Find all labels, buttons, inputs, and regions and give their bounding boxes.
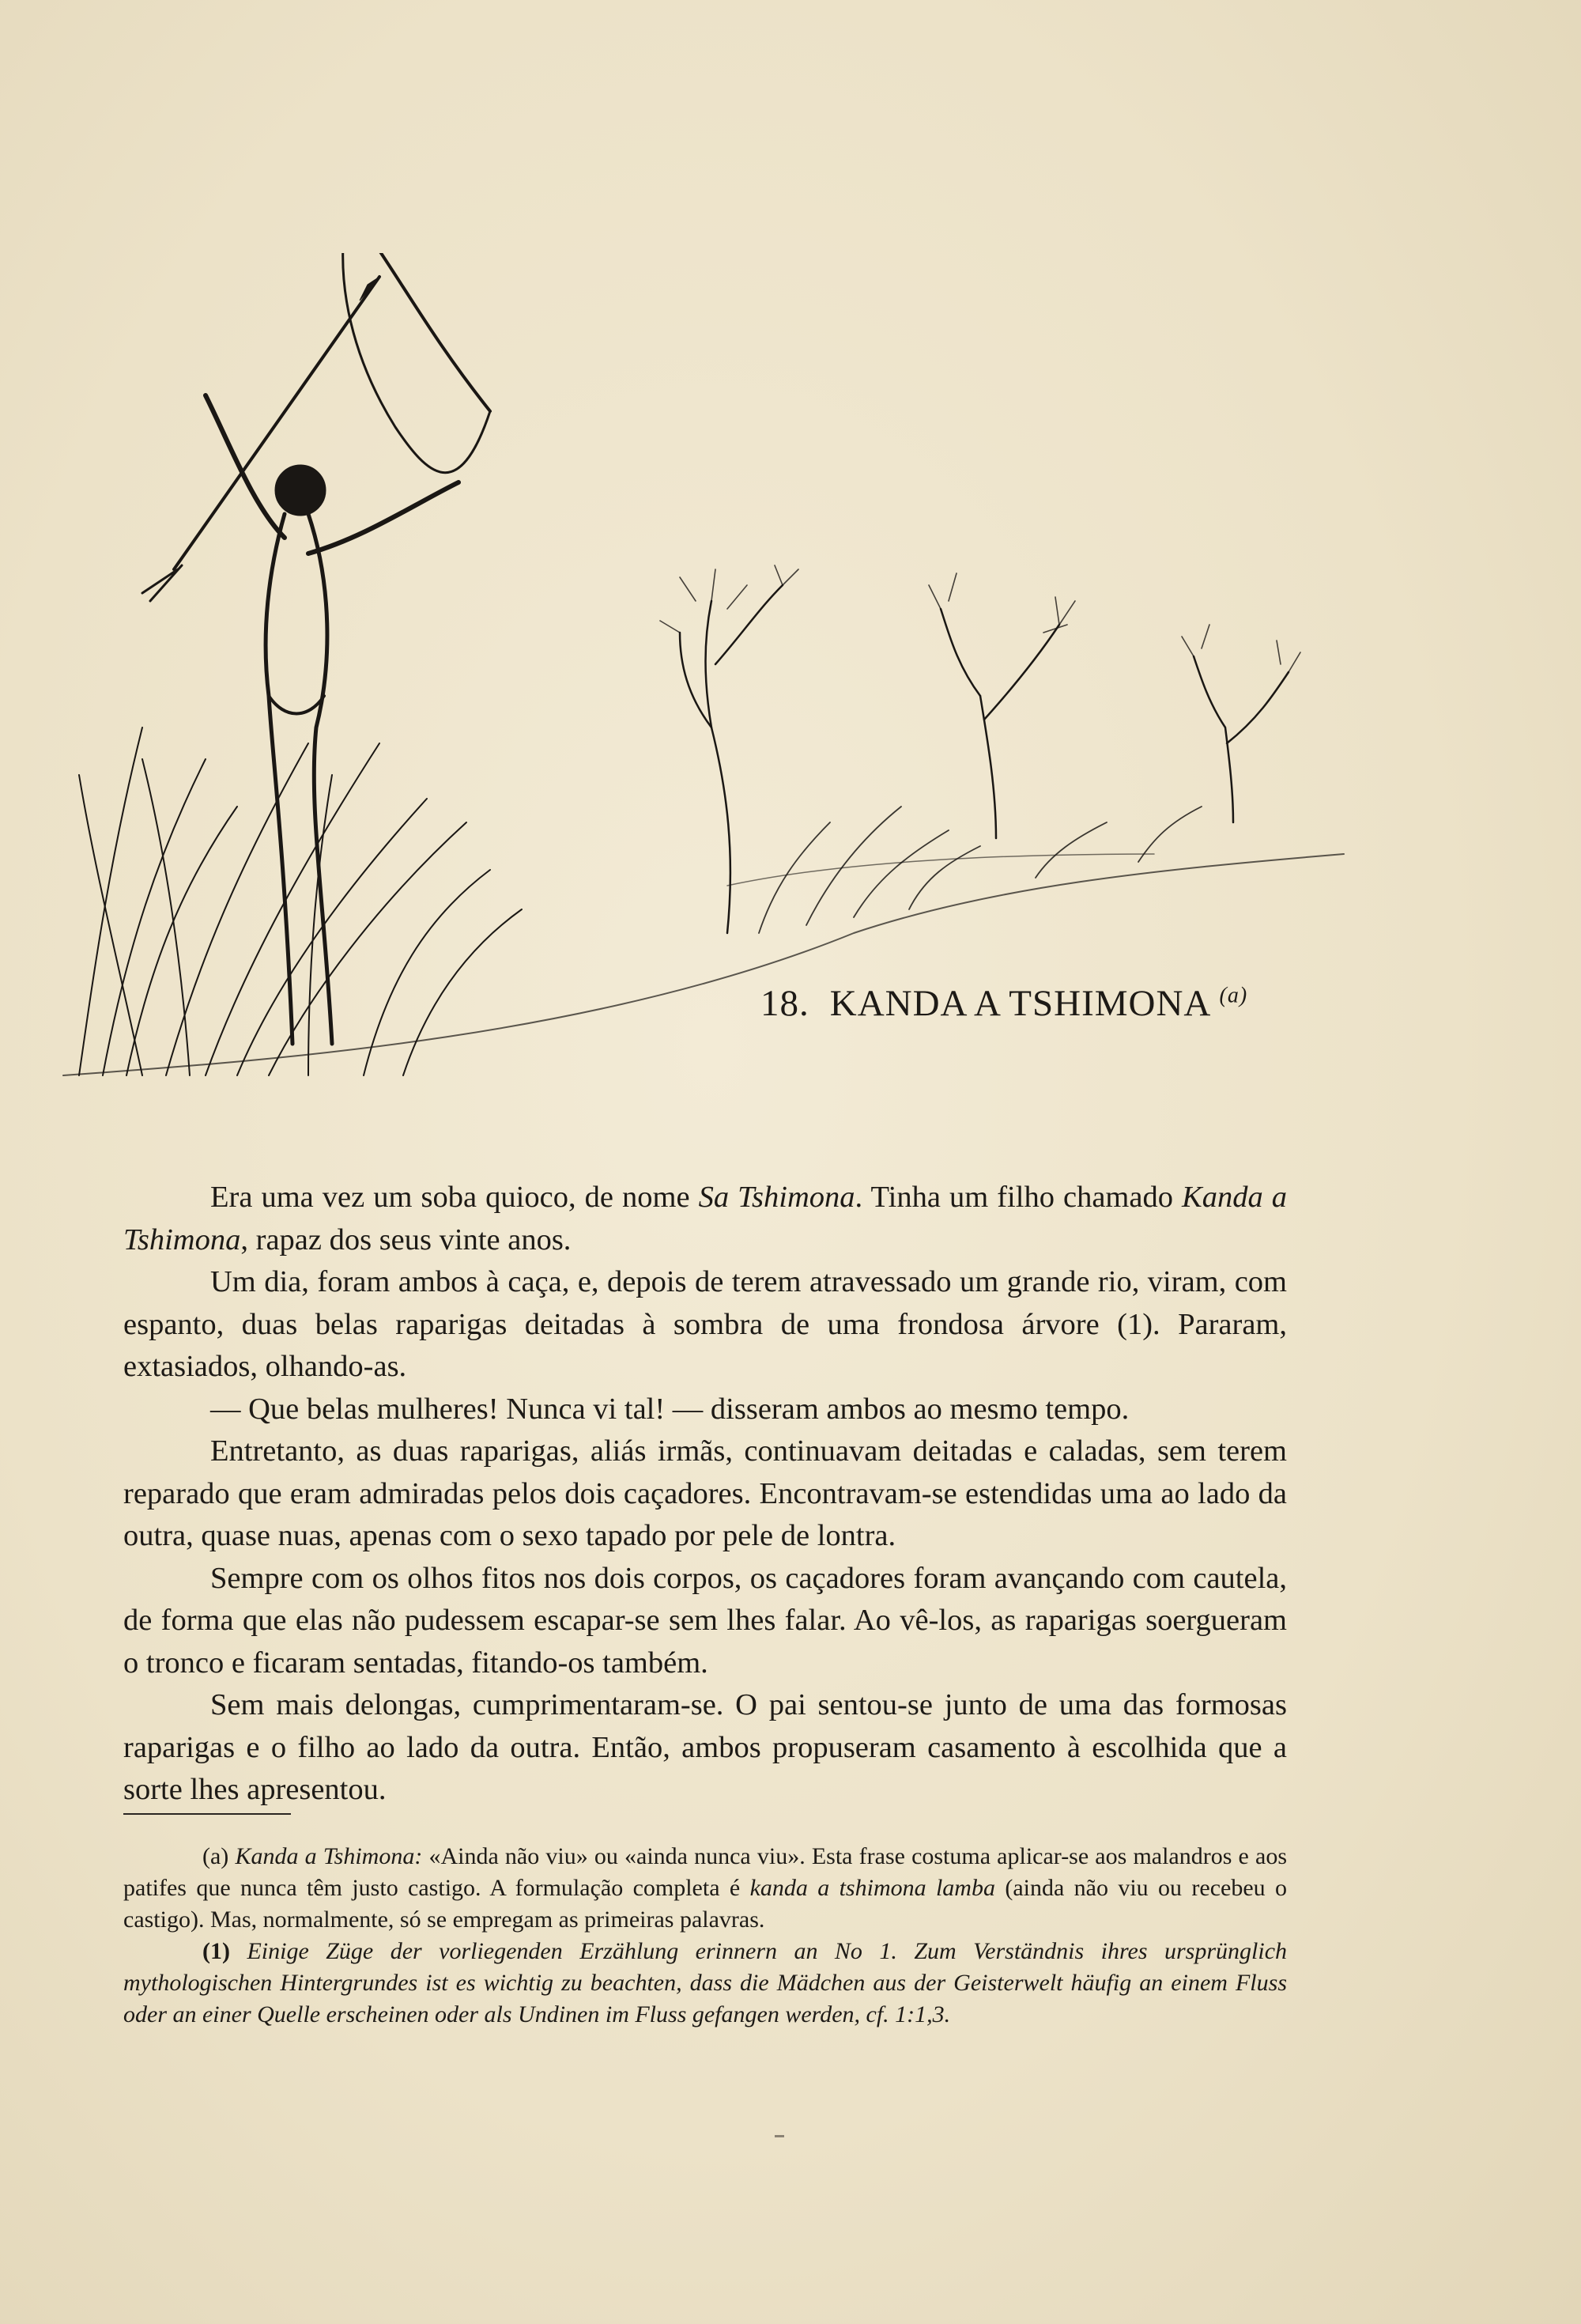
- paragraph: [123, 1684, 1287, 1812]
- footnote-text: (ainda não viu ou recebeu o castigo). Mas, normalmente, só se empregam as primeiras palavras.: [123, 1875, 1288, 1933]
- footnote-text: «Ainda não viu» ou «ainda nunca viu». Esta frase costuma aplicar-se aos malandros e aos patifes que nunca têm justo castigo. A formulação completa é: [123, 1843, 1287, 1901]
- chapter-title: KANDA A TSHIMONA: [829, 983, 1209, 1024]
- paragraph: [123, 1177, 1287, 1261]
- paragraph-text: Sempre com os olhos fitos nos dois corpos, os caçadores foram avançando com cautela, de forma que elas não pudessem escapar-se sem lhes falar. Ao vê-los, as raparigas soergueram o tronco e ficaram sentadas, fitando-os também.: [123, 1561, 1287, 1680]
- footnote-text: kanda a tshimona lamba: [749, 1875, 995, 1901]
- paragraph-text: Kanda a Tshimona: [123, 1181, 1287, 1256]
- paragraph: [123, 1558, 1287, 1685]
- paragraph-text: — Que belas mulheres! Nunca vi tal! — disseram ambos ao mesmo tempo.: [210, 1392, 1130, 1426]
- chapter-number: 18.: [760, 983, 809, 1024]
- footnote-divider: [123, 1813, 291, 1815]
- page-mark: [775, 2135, 784, 2137]
- paragraph-text: Um dia, foram ambos à caça, e, depois de terem atravessado um grande rio, viram, com espanto, duas belas raparigas deitadas à sombra de uma frondosa árvore (1). Pararam, extasiados, olhando-as.: [123, 1265, 1287, 1383]
- story-text: [123, 1177, 1287, 1812]
- chapter-heading: [760, 982, 1247, 1025]
- paragraph-text: , rapaz dos seus vinte anos.: [240, 1222, 572, 1256]
- footnote: [123, 1841, 1287, 1936]
- footnote: [123, 1936, 1287, 2031]
- footnote-text: Einige Züge der vorliegenden Erzählung erinnern an No 1. Zum Verständnis ihres ursprünglich mythologischen Hintergrundes ist es wichtig zu beachten, dass die Mädchen aus der Geisterwelt häufig an einem Fluss oder an einer Quelle erscheinen oder als Undinen im Fluss gefangen werden, cf. 1:1,3.: [123, 1938, 1288, 2027]
- footnote-text: (1): [202, 1938, 247, 1964]
- paragraph: [123, 1389, 1287, 1431]
- paragraph: [123, 1261, 1287, 1389]
- paragraph: [123, 1430, 1287, 1558]
- hunter-illustration: [47, 253, 1375, 1091]
- paragraph-text: Sa Tshimona: [698, 1181, 855, 1214]
- paragraph-text: Era uma vez um soba quioco, de nome: [210, 1181, 699, 1214]
- footnote-text: (a): [202, 1843, 236, 1869]
- footnote-text: Kanda a Tshimona:: [235, 1843, 423, 1869]
- paragraph-text: Entretanto, as duas raparigas, aliás irmãs, continuavam deitadas e caladas, sem terem reparado que eram admiradas pelos dois caçadores. Encontravam-se estendidas uma ao lado da outra, quase nuas, apenas com o sexo tapado por pele de lontra.: [123, 1434, 1287, 1552]
- footnotes: [123, 1841, 1287, 2031]
- chapter-note-ref: (a): [1219, 983, 1248, 1008]
- paragraph-text: . Tinha um filho chamado: [855, 1181, 1183, 1214]
- paragraph-text: Sem mais delongas, cumprimentaram-se. O pai sentou-se junto de uma das formosas raparigas e o filho ao lado da outra. Então, ambos propuseram casamento à escolhida que a sorte lhes apresentou.: [123, 1688, 1287, 1806]
